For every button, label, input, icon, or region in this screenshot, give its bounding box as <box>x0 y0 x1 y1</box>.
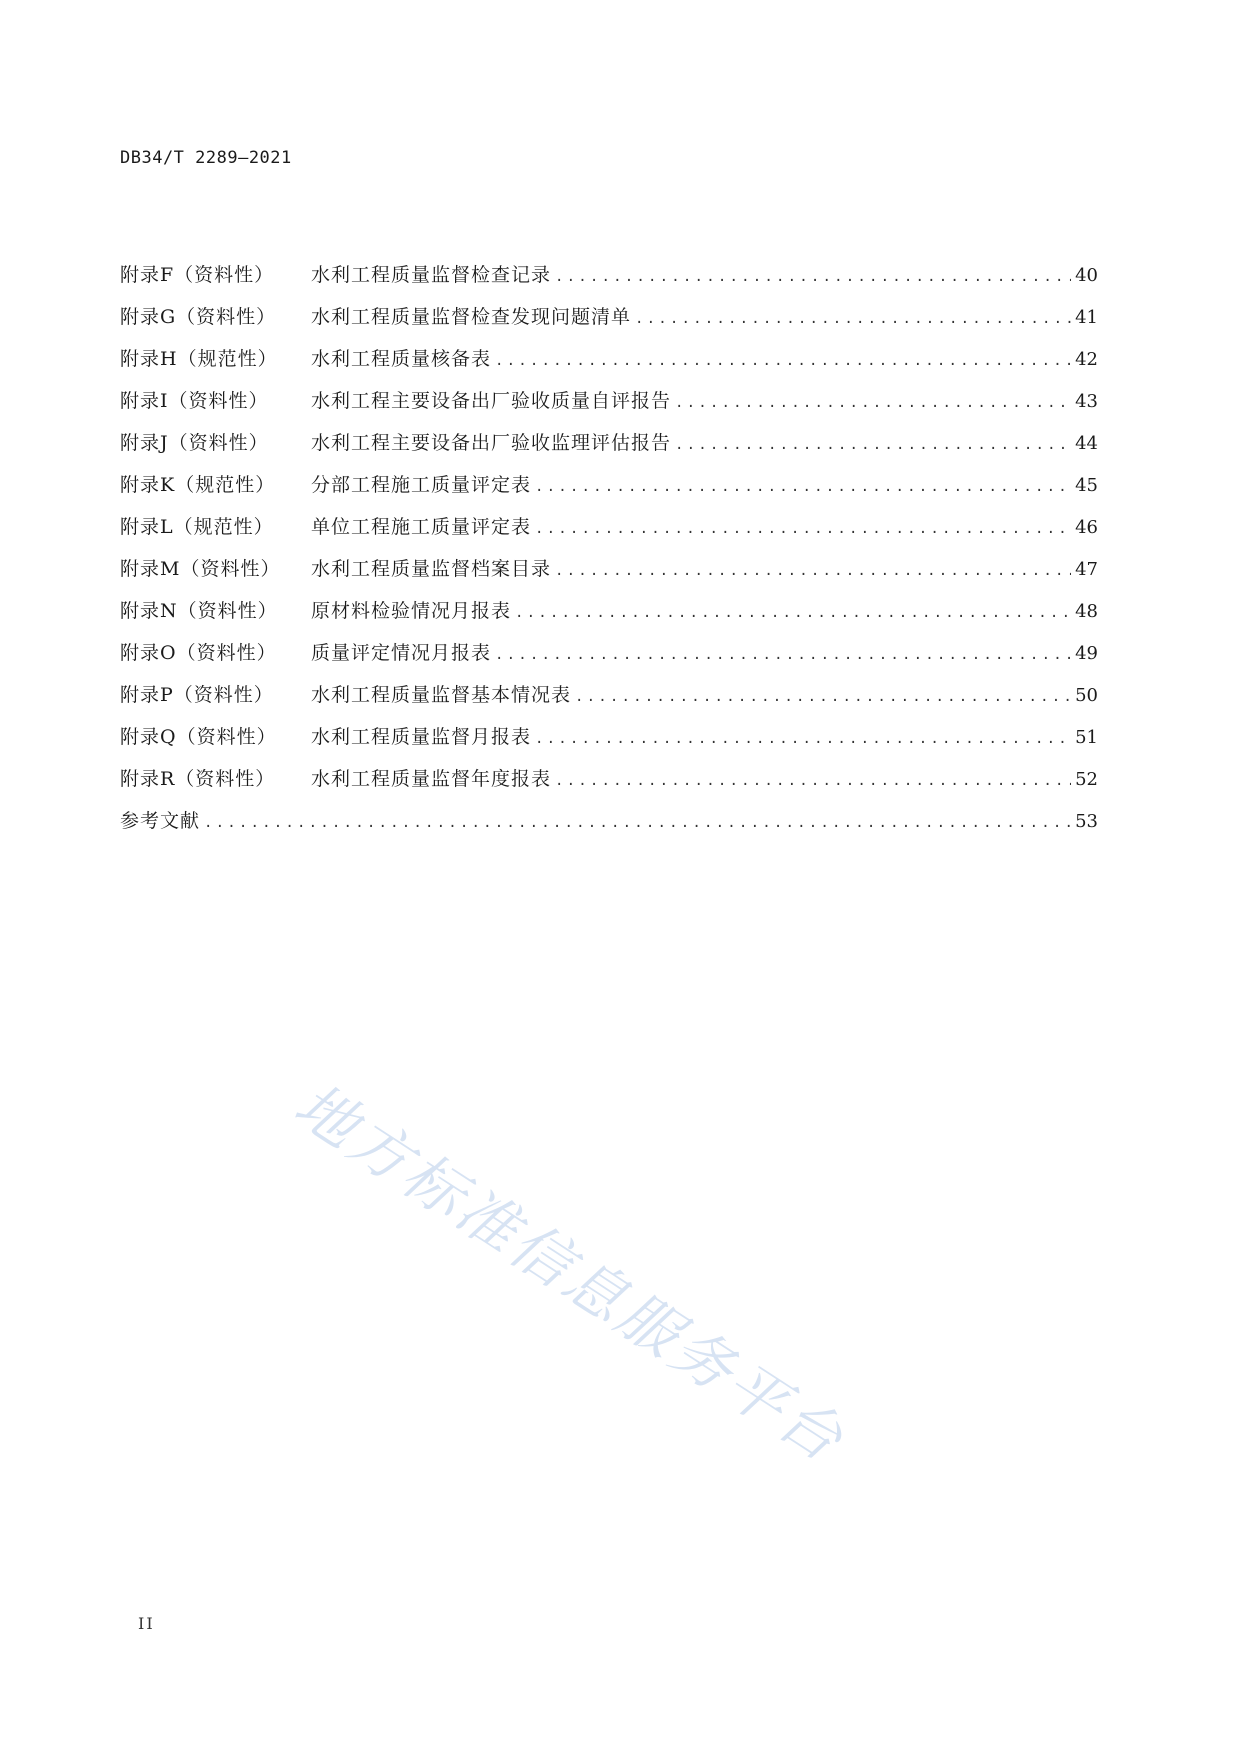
toc-entry-appendix-j[interactable] <box>120 430 1098 472</box>
toc-entry-page: 52 <box>1075 769 1098 790</box>
toc-entry-page: 41 <box>1075 307 1098 328</box>
toc-entry-title: 水利工程质量监督检查发现问题清单 <box>311 306 632 328</box>
toc-entry-title: 水利工程质量监督年度报表 <box>311 768 552 790</box>
toc-entry-title: 原材料检验情况月报表 <box>311 600 512 622</box>
toc-entry-title: 水利工程质量监督基本情况表 <box>311 684 572 706</box>
toc-entry-label: 附录H（规范性） <box>120 348 278 370</box>
toc-entry-page: 42 <box>1075 349 1098 370</box>
toc-entry-label: 附录O（资料性） <box>120 642 277 664</box>
toc-entry-appendix-i[interactable] <box>120 388 1098 430</box>
toc-entry-label: 附录Q（资料性） <box>120 726 277 748</box>
page-number: II <box>138 1614 155 1633</box>
toc-entry-label: 附录R（资料性） <box>120 768 276 790</box>
toc-entry-title: 水利工程质量核备表 <box>311 348 492 370</box>
toc-entry-title: 单位工程施工质量评定表 <box>311 516 532 538</box>
toc-entry-appendix-p[interactable] <box>120 682 1098 724</box>
toc-entry-appendix-o[interactable] <box>120 640 1098 682</box>
toc-entry-label: 附录G（资料性） <box>120 306 277 328</box>
toc-leader-dots <box>495 348 1071 374</box>
toc-entry-title: 水利工程质量监督检查记录 <box>311 264 552 286</box>
toc-entry-appendix-q[interactable] <box>120 724 1098 766</box>
watermark-text: 地方标准信息服务平台 <box>282 1069 858 1478</box>
toc-entry-page: 47 <box>1075 559 1098 580</box>
toc-entry-page: 53 <box>1075 811 1098 832</box>
table-of-contents <box>120 262 1098 850</box>
toc-entry-page: 40 <box>1075 265 1098 286</box>
toc-entry-title: 水利工程质量监督月报表 <box>311 726 532 748</box>
toc-leader-dots <box>204 810 1071 836</box>
toc-entry-title: 参考文献 <box>120 810 201 832</box>
toc-entry-appendix-n[interactable] <box>120 598 1098 640</box>
toc-entry-label: 附录K（规范性） <box>120 474 276 496</box>
toc-entry-title: 水利工程主要设备出厂验收监理评估报告 <box>311 432 672 454</box>
toc-entry-page: 50 <box>1075 685 1098 706</box>
toc-entry-appendix-h[interactable] <box>120 346 1098 388</box>
toc-entry-title: 水利工程质量监督档案目录 <box>311 558 552 580</box>
toc-entry-appendix-f[interactable] <box>120 262 1098 304</box>
toc-leader-dots <box>635 306 1071 332</box>
toc-leader-dots <box>535 474 1071 500</box>
toc-entry-references[interactable] <box>120 808 1098 850</box>
toc-leader-dots <box>515 600 1071 626</box>
toc-entry-page: 49 <box>1075 643 1098 664</box>
toc-entry-appendix-r[interactable] <box>120 766 1098 808</box>
toc-entry-title: 质量评定情况月报表 <box>311 642 492 664</box>
toc-entry-page: 43 <box>1075 391 1098 412</box>
toc-leader-dots <box>555 768 1071 794</box>
toc-entry-appendix-g[interactable] <box>120 304 1098 346</box>
toc-entry-appendix-m[interactable] <box>120 556 1098 598</box>
toc-entry-page: 46 <box>1075 517 1098 538</box>
toc-leader-dots <box>675 390 1071 416</box>
toc-leader-dots <box>535 726 1071 752</box>
document-code: DB34/T 2289—2021 <box>120 148 292 168</box>
toc-leader-dots <box>535 516 1071 542</box>
toc-entry-label: 附录J（资料性） <box>120 432 269 454</box>
toc-entry-page: 45 <box>1075 475 1098 496</box>
toc-entry-page: 44 <box>1075 433 1098 454</box>
toc-entry-label: 附录F（资料性） <box>120 264 275 286</box>
toc-leader-dots <box>675 432 1071 458</box>
toc-entry-label: 附录M（资料性） <box>120 558 281 580</box>
toc-entry-title: 水利工程主要设备出厂验收质量自评报告 <box>311 390 672 412</box>
toc-entry-label: 附录I（资料性） <box>120 390 269 412</box>
toc-entry-appendix-k[interactable] <box>120 472 1098 514</box>
toc-leader-dots <box>555 264 1071 290</box>
toc-leader-dots <box>495 642 1071 668</box>
toc-leader-dots <box>555 558 1071 584</box>
toc-entry-label: 附录L（规范性） <box>120 516 274 538</box>
toc-entry-appendix-l[interactable] <box>120 514 1098 556</box>
toc-entry-label: 附录P（资料性） <box>120 684 274 706</box>
toc-entry-page: 48 <box>1075 601 1098 622</box>
toc-entry-page: 51 <box>1075 727 1098 748</box>
toc-entry-title: 分部工程施工质量评定表 <box>311 474 532 496</box>
toc-leader-dots <box>575 684 1071 710</box>
toc-entry-label: 附录N（资料性） <box>120 600 278 622</box>
